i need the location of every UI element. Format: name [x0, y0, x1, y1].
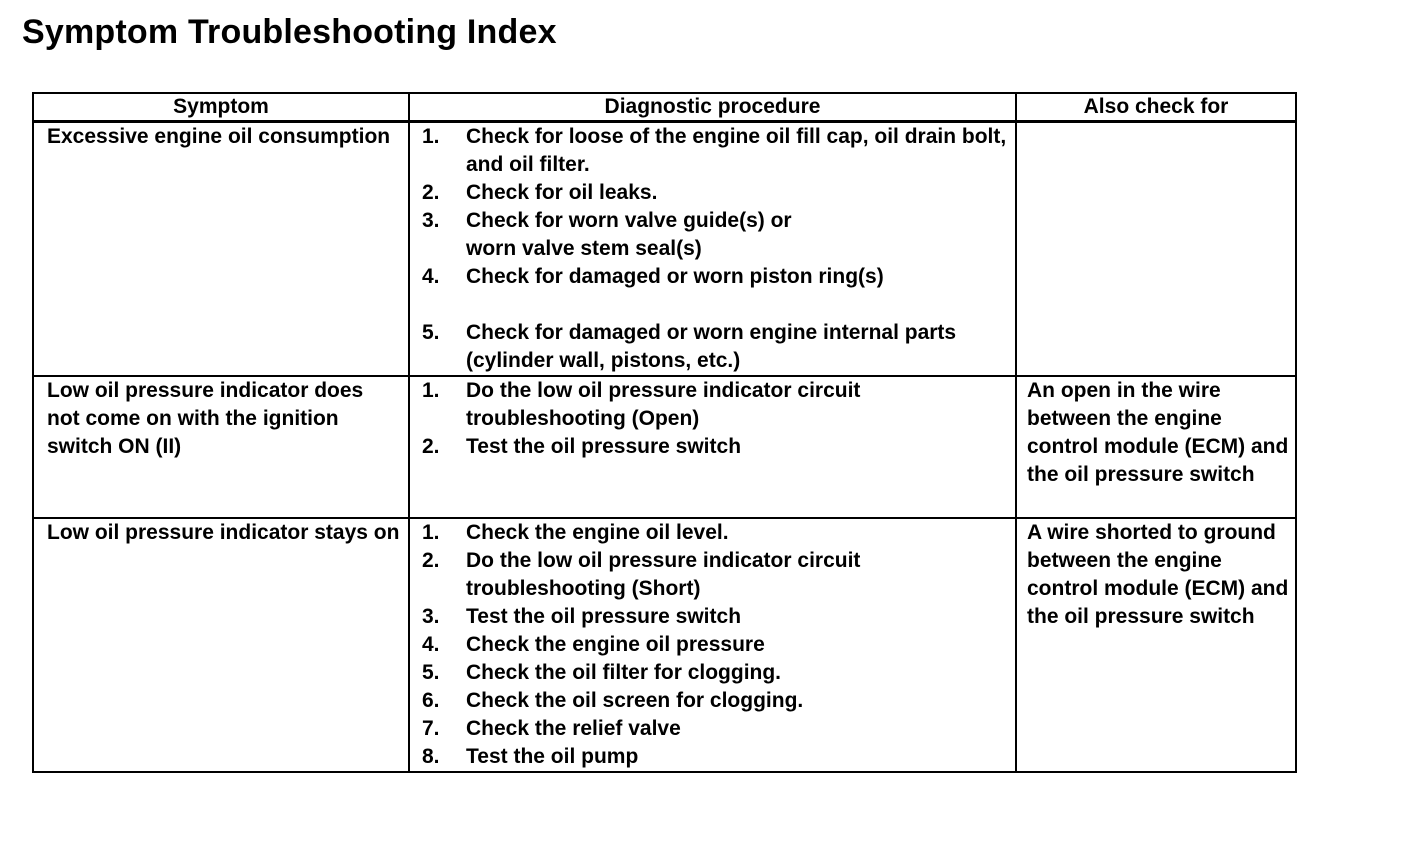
- diagnostic-step: [422, 519, 1009, 547]
- page-title: Symptom Troubleshooting Index: [22, 13, 557, 51]
- step-number: 3.: [422, 605, 440, 628]
- step-number: 1.: [422, 125, 440, 148]
- step-text: Check the oil filter for clogging.: [466, 661, 782, 684]
- step-number: 2.: [422, 181, 440, 204]
- table-row: [33, 518, 1296, 772]
- table-header-row: [33, 93, 1296, 122]
- also-check-text: An open in the wire between the engine control module (ECM) and the oil pressure switch: [1027, 379, 1289, 486]
- step-text: Check the engine oil pressure: [466, 633, 765, 656]
- table-row: [33, 122, 1296, 377]
- header-also-check-for: Also check for: [1016, 93, 1296, 122]
- also-check-cell: [1016, 122, 1296, 377]
- header-symptom: Symptom: [33, 93, 409, 122]
- diagnostic-step: [422, 659, 1009, 687]
- step-number: 4.: [422, 633, 440, 656]
- step-number: 1.: [422, 521, 440, 544]
- step-text: Test the oil pressure switch: [466, 435, 742, 458]
- symptom-cell: [33, 518, 409, 772]
- step-text: Check for loose of the engine oil fill cap, oil drain bolt, and oil filter.: [466, 125, 1007, 176]
- symptom-text: Low oil pressure indicator stays on: [47, 521, 400, 544]
- diagnostic-step: [422, 207, 1009, 263]
- step-text: Test the oil pressure switch: [466, 605, 742, 628]
- diagnostic-step: [422, 743, 1009, 771]
- step-text: Test the oil pump: [466, 745, 639, 768]
- also-check-cell: [1016, 376, 1296, 518]
- step-text: Check the oil screen for clogging.: [466, 689, 804, 712]
- diagnostic-step: [422, 603, 1009, 631]
- step-text: Check for worn valve guide(s) or worn valve stem seal(s): [466, 209, 792, 260]
- symptom-cell: [33, 122, 409, 377]
- symptom-text: Excessive engine oil consumption: [47, 125, 391, 148]
- step-text: Check for oil leaks.: [466, 181, 658, 204]
- diagnostic-steps: [422, 123, 1009, 375]
- diagnostic-step: [422, 687, 1009, 715]
- diagnostic-cell: [409, 376, 1016, 518]
- step-number: 3.: [422, 209, 440, 232]
- diagnostic-step: [422, 319, 1009, 375]
- step-number: 4.: [422, 265, 440, 288]
- table-row: [33, 376, 1296, 518]
- also-check-text: A wire shorted to ground between the engine control module (ECM) and the oil pressure switch: [1027, 521, 1289, 628]
- step-number: 2.: [422, 549, 440, 572]
- step-text: Check for damaged or worn piston ring(s): [466, 265, 884, 288]
- step-number: 6.: [422, 689, 440, 712]
- header-diagnostic-procedure: Diagnostic procedure: [409, 93, 1016, 122]
- step-number: 5.: [422, 661, 440, 684]
- diagnostic-step: [422, 715, 1009, 743]
- step-text: Check the engine oil level.: [466, 521, 729, 544]
- symptom-cell: [33, 376, 409, 518]
- step-text: Do the low oil pressure indicator circuit troubleshooting (Open): [466, 379, 861, 430]
- diagnostic-step: [422, 433, 1009, 461]
- step-text: Do the low oil pressure indicator circuit troubleshooting (Short): [466, 549, 861, 600]
- step-number: 5.: [422, 321, 440, 344]
- symptom-troubleshooting-table: [32, 92, 1297, 773]
- diagnostic-steps: [422, 377, 1009, 461]
- diagnostic-step: [422, 179, 1009, 207]
- step-number: 1.: [422, 379, 440, 402]
- step-text: Check for damaged or worn engine internal parts (cylinder wall, pistons, etc.): [466, 321, 957, 372]
- diagnostic-steps: [422, 519, 1009, 771]
- also-check-cell: [1016, 518, 1296, 772]
- step-number: 2.: [422, 435, 440, 458]
- step-number: 7.: [422, 717, 440, 740]
- symptom-text: Low oil pressure indicator does not come on with the ignition switch ON (II): [47, 379, 364, 458]
- diagnostic-step: [422, 547, 1009, 603]
- step-number: 8.: [422, 745, 440, 768]
- diagnostic-cell: [409, 518, 1016, 772]
- diagnostic-step: [422, 377, 1009, 433]
- diagnostic-step: [422, 263, 1009, 291]
- diagnostic-step: [422, 631, 1009, 659]
- diagnostic-cell: [409, 122, 1016, 377]
- step-text: Check the relief valve: [466, 717, 681, 740]
- diagnostic-step: [422, 123, 1009, 179]
